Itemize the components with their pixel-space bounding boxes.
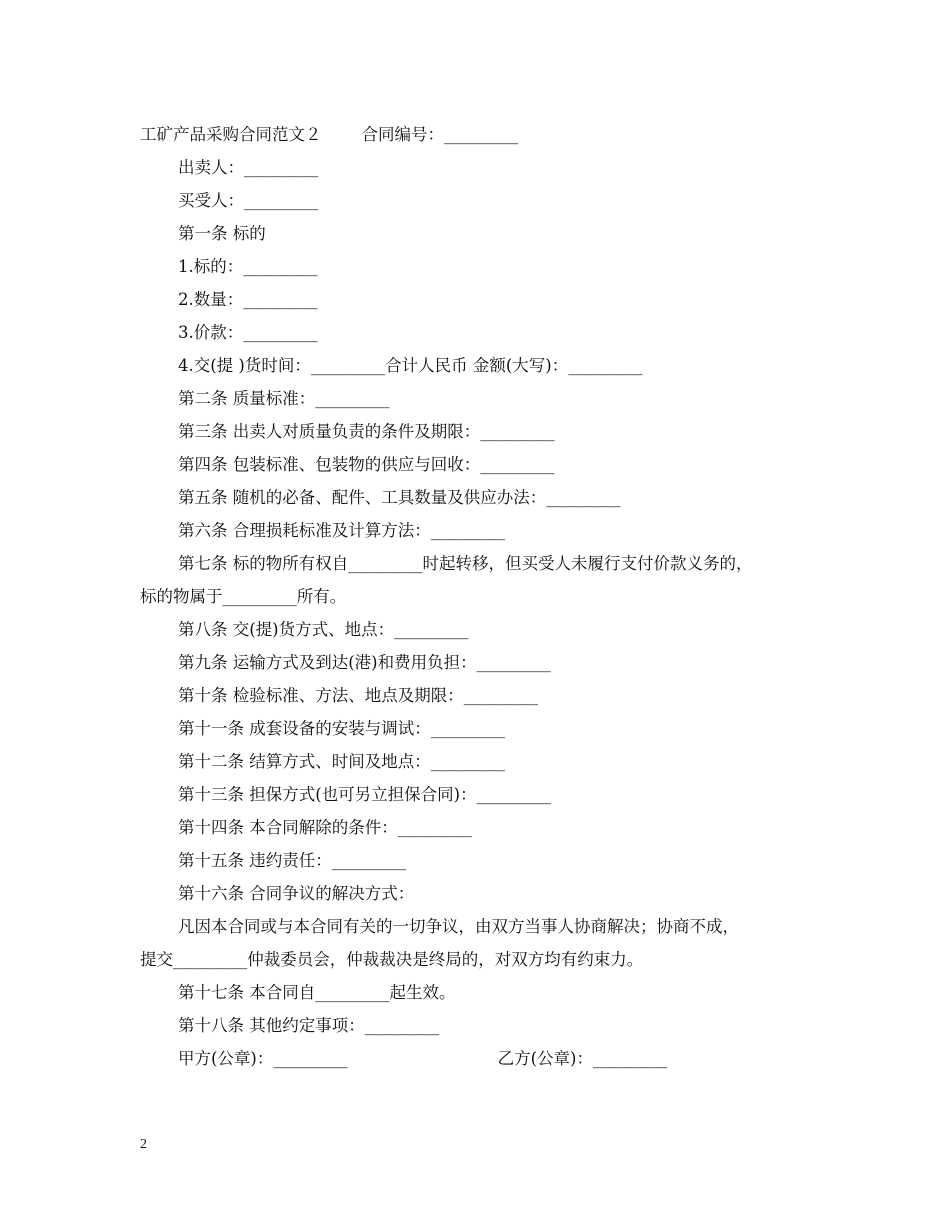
clause-line: 第八条 交(提)货方式、地点：_________ — [178, 620, 469, 639]
clause-line: 第十五条 违约责任：_________ — [178, 851, 406, 870]
clause-line: 4.交(提 )货时间：_________合计人民币 金额(大写)：_________ — [178, 356, 643, 375]
clause-line: 1.标的：_________ — [178, 257, 318, 276]
clause-line: 第十条 检验标准、方法、地点及期限：_________ — [178, 686, 538, 705]
clause-line: 第四条 包装标准、包装物的供应与回收：_________ — [178, 455, 555, 474]
contract-body — [140, 118, 820, 1075]
clause-line: 第十三条 担保方式(也可另立担保合同)：_________ — [178, 785, 551, 804]
clause-line: 第七条 标的物所有权自_________时起转移，但买受人未履行支付价款义务的， — [178, 554, 753, 573]
party-a-seal: 甲方(公章)：_________ — [178, 1049, 348, 1068]
clause-line: 凡因本合同或与本合同有关的一切争议，由双方当事人协商解决；协商不成， — [178, 917, 739, 936]
clause-line: 第五条 随机的必备、配件、工具数量及供应办法：_________ — [178, 488, 621, 507]
clause-line: 第十四条 本合同解除的条件：_________ — [178, 818, 472, 837]
clause-line: 3.价款：_________ — [178, 323, 318, 342]
clause-line: 第二条 质量标准：_________ — [178, 389, 390, 408]
clause-line: 第九条 运输方式及到达(港)和费用负担：_________ — [178, 653, 551, 672]
clause-line: 第三条 出卖人对质量负责的条件及期限：_________ — [178, 422, 555, 441]
signature-line — [140, 1042, 820, 1075]
clause-line: 买受人：_________ — [178, 191, 319, 210]
document-title: 工矿产品采购合同范文２ — [140, 125, 322, 144]
clause-line: 第十一条 成套设备的安装与调试：_________ — [178, 719, 505, 738]
clause-continuation: 标的物属于_________所有。 — [140, 587, 347, 606]
title-line — [140, 118, 820, 151]
clause-line: 第一条 标的 — [178, 224, 266, 243]
contract-number: 合同编号：_________ — [361, 125, 519, 144]
clause-line: 第十二条 结算方式、时间及地点：_________ — [178, 752, 505, 771]
page-number: 2 — [140, 1137, 147, 1152]
party-b-seal: 乙方(公章)：_________ — [497, 1049, 668, 1068]
clause-line: 第六条 合理损耗标准及计算方法：_________ — [178, 521, 505, 540]
clause-line: 第十七条 本合同自_________起生效。 — [178, 983, 456, 1002]
clause-line: 出卖人：_________ — [178, 158, 319, 177]
clause-continuation: 提交_________仲裁委员会，仲裁裁决是终局的，对双方均有约束力。 — [140, 950, 644, 969]
clause-line: 2.数量：_________ — [178, 290, 318, 309]
clause-line: 第十六条 合同争议的解决方式： — [178, 884, 415, 903]
clause-line: 第十八条 其他约定事项：_________ — [178, 1016, 439, 1035]
